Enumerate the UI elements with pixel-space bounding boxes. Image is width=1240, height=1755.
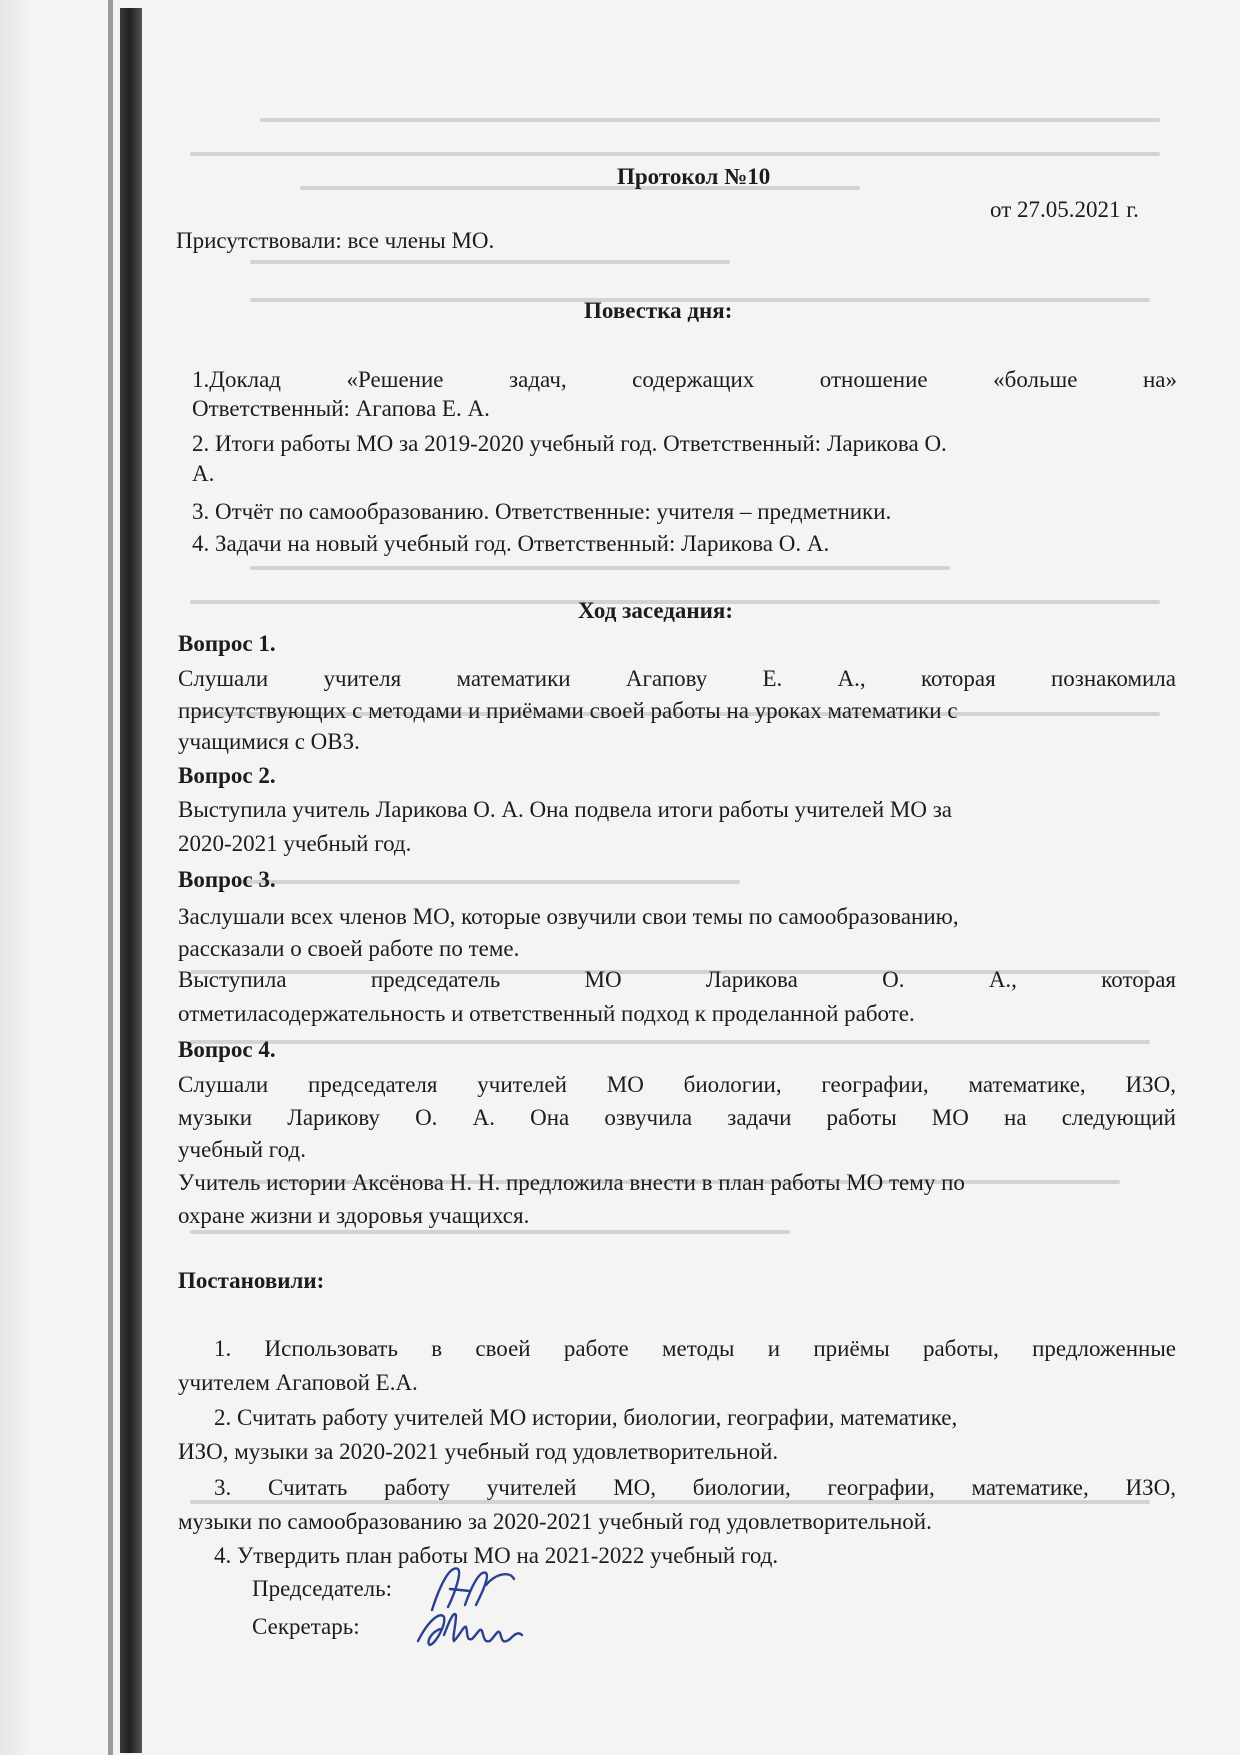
agenda-item-1-line-2: Ответственный: Агапова Е. А. [192, 396, 490, 421]
resolution-2-line-2: ИЗО, музыки за 2020-2021 учебный год удовлетворительной. [178, 1439, 779, 1464]
question-1-line-3: учащимися с ОВЗ. [178, 729, 360, 754]
resolution-2-line-1: 2. Считать работу учителей МО истории, биологии, географии, математике, [214, 1405, 958, 1430]
resolution-3-line-1: 3. Считать работу учителей МО, биологии, географии, математике, ИЗО, [214, 1475, 1176, 1500]
resolution-3-line-2: музыки по самообразованию за 2020-2021 учебный год удовлетворительной. [178, 1509, 932, 1534]
question-4-line-2: музыки Ларикову О. А. Она озвучила задачи работы МО на следующий [178, 1105, 1176, 1130]
question-1-title: Вопрос 1. [178, 631, 276, 656]
protocol-title: Протокол №10 [617, 164, 771, 189]
question-3-line-3: Выступила председатель МО Ларикова О. А., которая [178, 967, 1176, 992]
question-4-line-5: охране жизни и здоровья учащихся. [178, 1203, 530, 1228]
resolution-1-line-2: учителем Агаповой Е.А. [178, 1370, 418, 1395]
protocol-date: от 27.05.2021 г. [990, 197, 1139, 222]
agenda-item-2-line-1: 2. Итоги работы МО за 2019-2020 учебный год. Ответственный: Ларикова О. [192, 431, 947, 456]
agenda-item-4: 4. Задачи на новый учебный год. Ответственный: Ларикова О. А. [192, 531, 830, 556]
question-4-line-4: Учитель истории Аксёнова Н. Н. предложила внести в план работы МО тему по [178, 1170, 965, 1195]
agenda-heading: Повестка дня: [584, 298, 733, 323]
question-1-line-1: Слушали учителя математики Агапову Е. А., которая познакомила [178, 666, 1176, 691]
secretary-signature-label: Секретарь: [252, 1614, 360, 1639]
question-1-line-2: присутствующих с методами и приёмами своей работы на уроках математики с [178, 698, 958, 723]
agenda-item-3: 3. Отчёт по самообразованию. Ответственные: учителя – предметники. [192, 499, 892, 524]
question-2-line-1: Выступила учитель Ларикова О. А. Она подвела итоги работы учителей МО за [178, 797, 953, 822]
question-4-title: Вопрос 4. [178, 1037, 276, 1062]
proceedings-heading: Ход заседания: [578, 598, 734, 623]
handwritten-signature [410, 1555, 530, 1655]
resolution-1-line-1: 1. Использовать в своей работе методы и приёмы работы, предложенные [214, 1336, 1176, 1361]
question-4-line-3: учебный год. [178, 1137, 306, 1162]
agenda-item-2-line-2: А. [192, 461, 215, 486]
question-3-title: Вопрос 3. [178, 867, 276, 892]
attendance-line: Присутствовали: все члены МО. [176, 228, 495, 253]
question-3-line-4: отметиласодержательность и ответственный подход к проделанной работе. [178, 1001, 915, 1026]
resolution-heading: Постановили: [178, 1268, 325, 1293]
agenda-item-1-line-1: 1.Доклад «Решение задач, содержащих отношение «больше на» [192, 367, 1177, 392]
question-3-line-2: рассказали о своей работе по теме. [178, 936, 520, 961]
question-3-line-1: Заслушали всех членов МО, которые озвучили свои темы по самообразованию, [178, 904, 959, 929]
question-2-line-2: 2020-2021 учебный год. [178, 831, 412, 856]
question-4-line-1: Слушали председателя учителей МО биологии, географии, математике, ИЗО, [178, 1072, 1176, 1097]
question-2-title: Вопрос 2. [178, 763, 276, 788]
chair-signature-label: Председатель: [252, 1576, 393, 1601]
resolution-4: 4. Утвердить план работы МО на 2021-2022 учебный год. [214, 1543, 779, 1568]
